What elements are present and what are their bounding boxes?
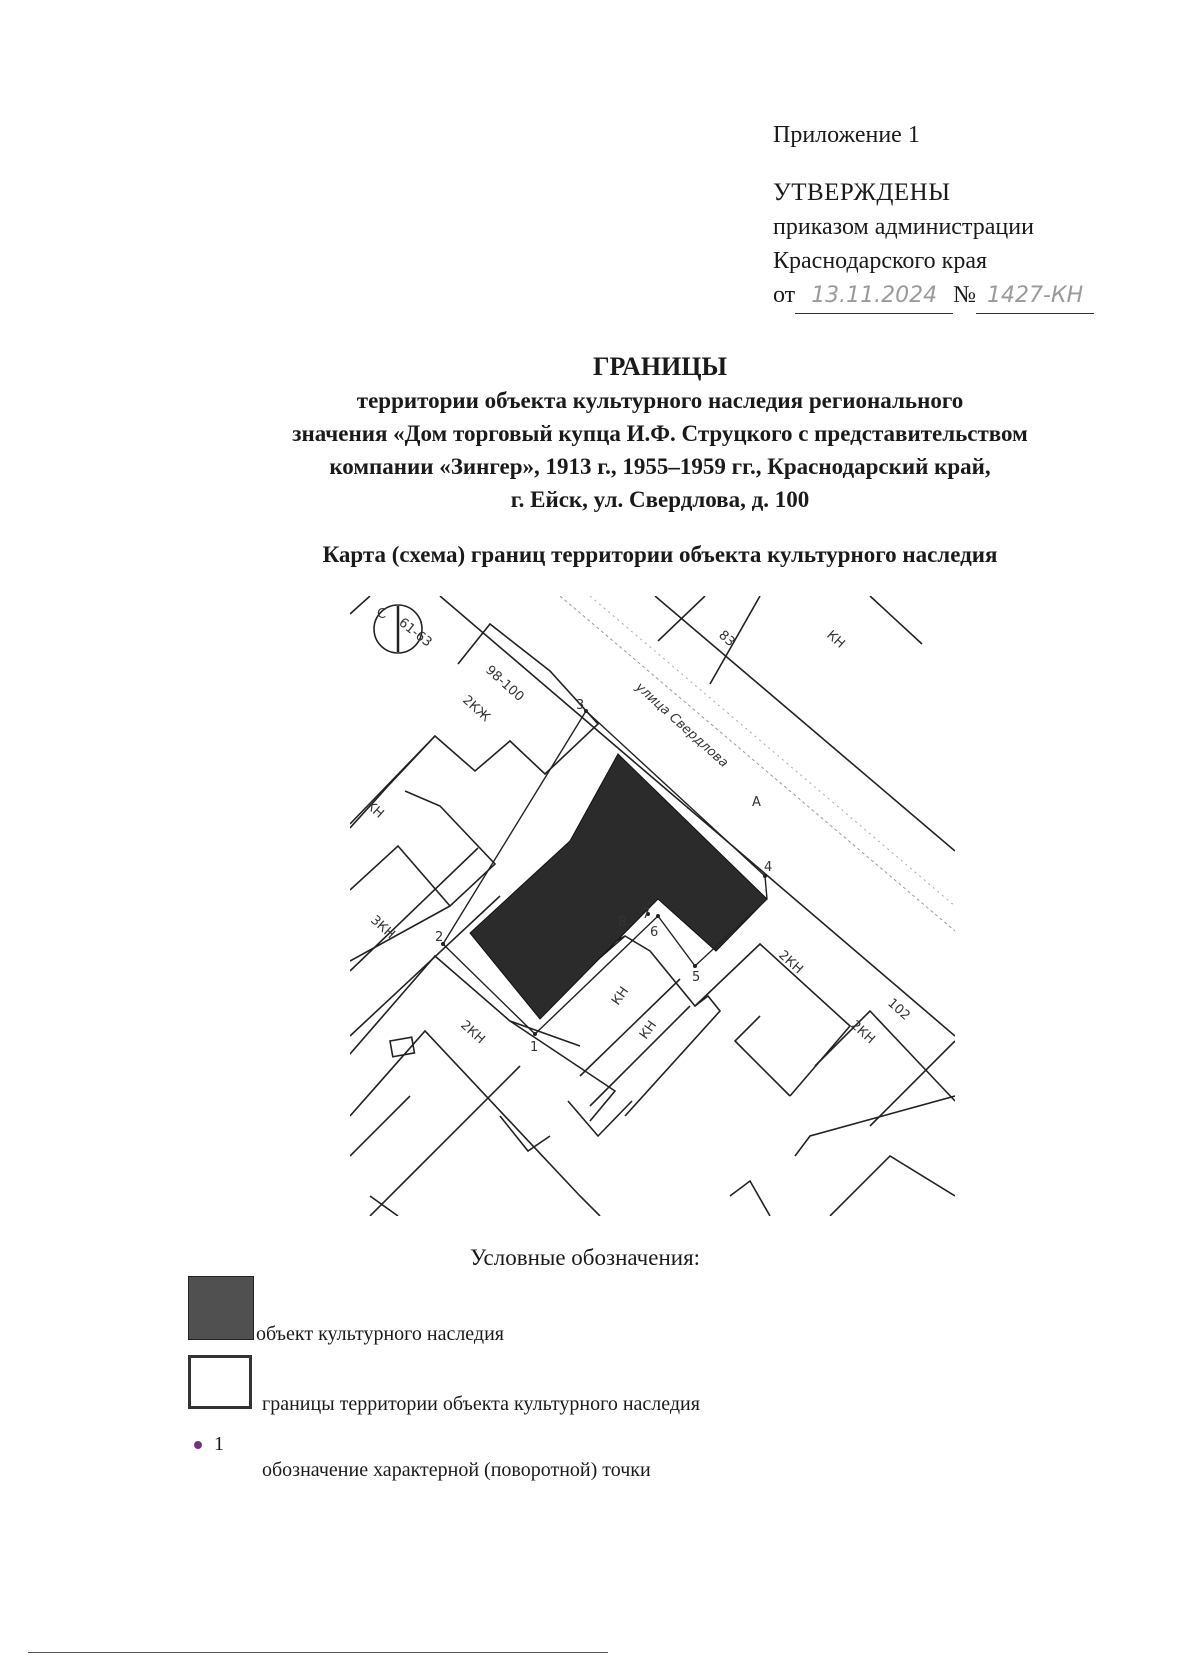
point-label: 3 (576, 698, 585, 713)
parcel-line (830, 1156, 955, 1216)
parcel-line (815, 1011, 955, 1101)
subtitle-line: территории объекта культурного наследия регионального (356, 388, 964, 413)
map-label: А (752, 795, 761, 810)
parcel-line (350, 848, 478, 971)
date-handwritten: 13.11.2024 (811, 283, 938, 308)
date-field (795, 278, 953, 314)
heritage-object-swatch (188, 1276, 254, 1340)
boundary-point (584, 709, 588, 713)
document-subtitle (160, 384, 1160, 516)
parcel-line (658, 596, 705, 641)
street-name: улица Свердлова (632, 679, 732, 771)
parcel-line (350, 624, 598, 824)
parcel-line (370, 1066, 520, 1216)
footer-rule (28, 1652, 608, 1653)
boundary-map (350, 596, 955, 1216)
approval-block (773, 118, 1094, 314)
map-label: 2КН (457, 1017, 488, 1048)
parcel-line (350, 596, 370, 614)
subtitle-line: значения «Дом торговый купца И.Ф. Струцкого с представительством (292, 421, 1028, 446)
point-label: 5 (692, 970, 701, 985)
legend-heritage-object: объект культурного наследия (256, 1323, 504, 1345)
map-label: 83 (715, 627, 738, 651)
point-label: 1 (530, 1040, 539, 1055)
map-label: КН (608, 984, 633, 1009)
parcel-line (350, 736, 435, 828)
map-label: 98-100 (482, 662, 527, 705)
boundary-point (693, 964, 697, 968)
parcel-line (735, 1016, 790, 1096)
map-label-north: С (377, 607, 387, 622)
map-label: 2КН (775, 947, 806, 978)
parcel-line (695, 944, 850, 1096)
map-label: 102 (884, 995, 913, 1024)
number-label: № (953, 282, 977, 308)
parcel-line (510, 1021, 615, 1121)
parcel-line (795, 1096, 955, 1156)
point-label: 4 (764, 860, 773, 875)
subtitle-line: компании «Зингер», 1913 г., 1955–1959 гг., Краснодарский край, (329, 454, 991, 479)
parcel-line (590, 1006, 690, 1106)
from-label: от (773, 282, 796, 308)
parcel-line (870, 1041, 955, 1126)
point-label: 6 (650, 925, 659, 940)
point-marker-icon (194, 1441, 202, 1449)
map-title: Карта (схема) границ территории объекта культурного наследия (322, 542, 998, 567)
legend-point-number: 1 (214, 1433, 224, 1455)
legend-point-description: обозначение характерной (поворотной) точки (262, 1459, 651, 1481)
map-label: В (618, 915, 627, 930)
street-edge (655, 596, 955, 851)
map-label: 2КН (847, 1017, 878, 1048)
approved-label: УТВЕРЖДЕНЫ (773, 179, 951, 206)
number-handwritten: 1427-КН (987, 283, 1084, 308)
map-label: 2КЖ (459, 692, 493, 726)
point-label: 7 (642, 907, 651, 922)
document-title: ГРАНИЦЫ (592, 352, 728, 381)
map-label: КН (636, 1018, 661, 1043)
map-label: 61-63 (395, 615, 435, 651)
map-label: КН (823, 627, 848, 652)
legend-title: Условные обозначения: (470, 1245, 701, 1270)
parcel-line (568, 1101, 632, 1136)
approval-line-2: Краснодарского края (773, 248, 988, 274)
legend-boundaries: границы территории объекта культурного наследия (262, 1393, 700, 1415)
map-label: КН (362, 797, 387, 822)
boundary-point (656, 914, 660, 918)
approval-line-1: приказом администрации (773, 214, 1034, 240)
map-label: 3КН (367, 912, 398, 943)
parcel-line (730, 1181, 770, 1216)
parcel-line (500, 1116, 550, 1151)
boundary-point (533, 1032, 537, 1036)
subtitle-line: г. Ейск, ул. Свердлова, д. 100 (510, 487, 810, 512)
point-label: 2 (435, 930, 444, 945)
approval-date-line (773, 278, 1094, 314)
parcel-line (350, 1031, 600, 1216)
parcel-line (370, 1196, 398, 1216)
parcel-line (870, 596, 922, 644)
boundary-swatch (188, 1355, 252, 1409)
number-field (976, 278, 1094, 314)
appendix-label: Приложение 1 (773, 122, 920, 148)
